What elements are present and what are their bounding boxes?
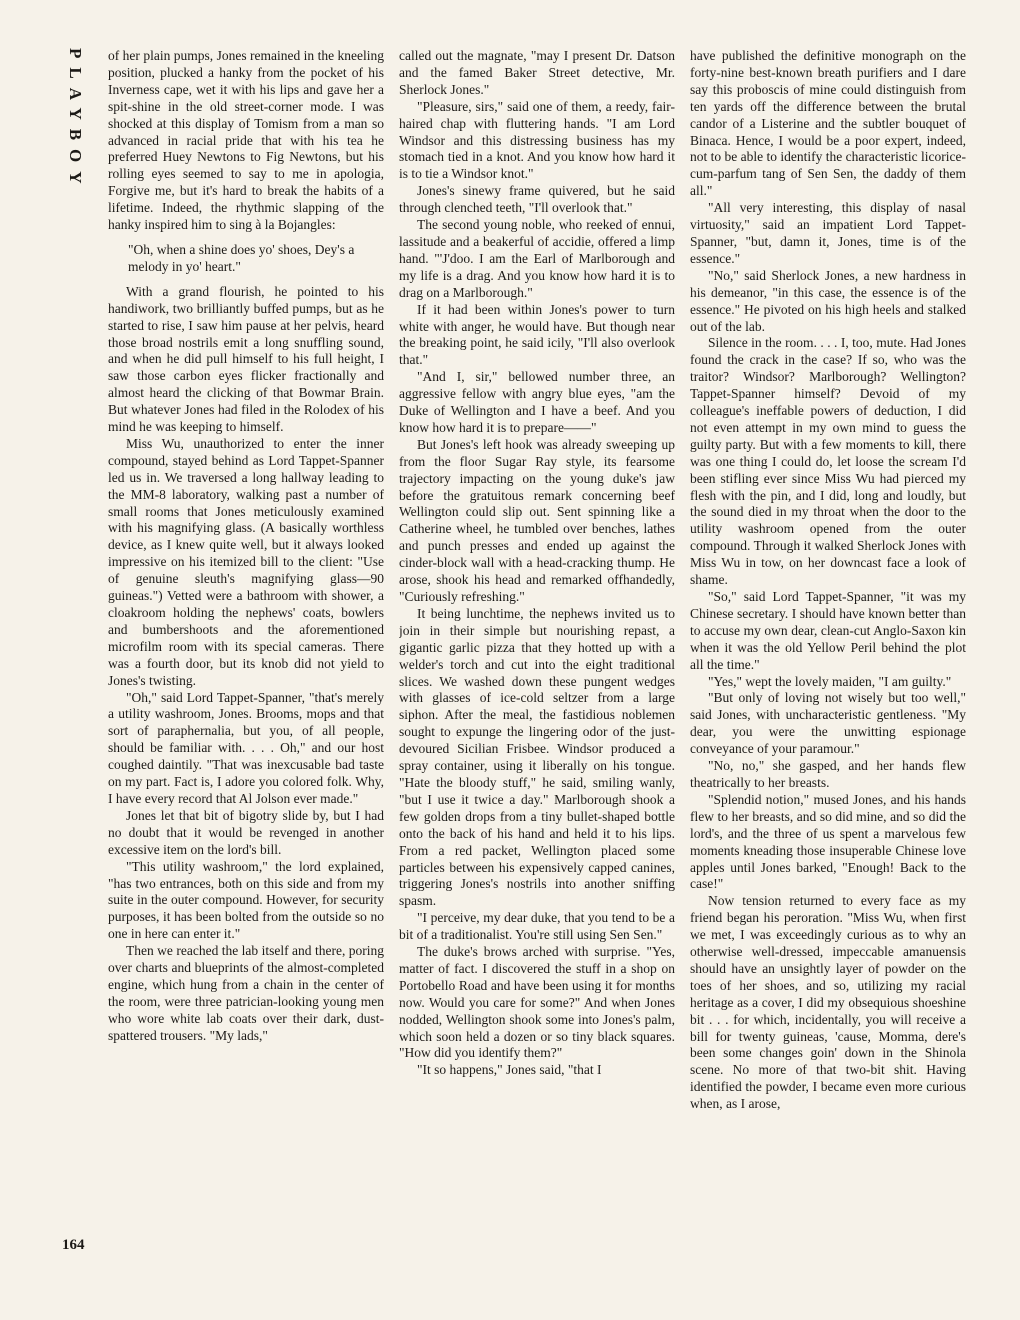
paragraph: "No," said Sherlock Jones, a new hardness in his demeanor, "in this case, the essence is of the essence." He pivoted on his high heels and stalked out of the lab. xyxy=(690,267,966,334)
paragraph: "Pleasure, sirs," said one of them, a reedy, fair-haired chap with fluttering hands. "I am Lord Windsor and this distressing business has my stomach tied in a knot. And you know how hard it is to tie a Windsor knot." xyxy=(399,98,675,182)
paragraph: "It so happens," Jones said, "that I xyxy=(417,1062,602,1078)
page-number: 164 xyxy=(62,1237,85,1253)
paragraph: "Yes," wept the lovely maiden, "I am guilty." xyxy=(708,673,952,689)
paragraph: "And I, sir," bellowed number three, an aggressive fellow with angry blue eyes, "am the Duke of Wellington and I have a beef. And you know how hard it is to prepare——" xyxy=(399,369,675,435)
paragraph: called out the magnate, "may I present Dr. Datson and the famed Baker Street detective, Mr. Sherlock Jones." xyxy=(399,48,675,97)
paragraph: It being lunchtime, the nephews invited us to join in their simple but nourishing repast, a gigantic garlic pizza that they hotted up with a welder's torch and cut into the eight traditional slices. We washed down these pungent wedges with glasses of ice-cold seltzer from a large siphon. After the meal, the fastidious noblemen sought to expunge the lingering odor of the just-devoured Sicilian Frisbee. Windsor produced a spray container, using it liberally on his tongue. "Hate the bloody stuff," he said, smiling wanly, "but I use it twice a day." Marlborough shook a few golden drops from a tiny bullet-shaped bottle onto the back of his hand and held it to his lips. From a red packet, Wellington placed some particles between his expensively capped canines, triggering Jones's nostrils into another sniffing spasm. xyxy=(399,605,675,909)
paragraph: Jones let that bit of bigotry slide by, but I had no doubt that it would be revenged in another excessive item on the lord's bill. xyxy=(108,807,384,857)
paragraph: "Oh, when a shine does yo' shoes, Dey's a melody in yo' heart." xyxy=(128,241,355,274)
paragraph: Jones's sinewy frame quivered, but he said through clenched teeth, "I'll overlook that." xyxy=(399,183,675,216)
paragraph: have published the definitive monograph on the forty-nine best-known breath purifiers and I dare say this proboscis of mine could distinguish from ten yards off the difference between the brutal candor of a Listerine and the subtler bouquet of Binaca. Hence, I would be a poor expert, indeed, not to be able to identify the characteristic licorice-cum-parfum tang of Sen Sen, the daddy of them all." xyxy=(690,48,966,199)
masthead-text: PLAYBOY xyxy=(66,48,85,193)
text-column-1 xyxy=(108,48,384,1258)
text-column-2 xyxy=(399,48,675,1258)
text-column-3 xyxy=(690,48,966,1258)
paragraph: "I perceive, my dear duke, that you tend to be a bit of a traditionalist. You're still using Sen Sen." xyxy=(399,910,675,943)
paragraph: "Splendid notion," mused Jones, and his hands flew to her breasts, and so did mine, and so did the lord's, and the three of us spent a marvelous few moments kneading those insuperable Chinese love apples until Jones barked, "Enough! Back to the case!" xyxy=(690,791,966,892)
paragraph: "All very interesting, this display of nasal virtuosity," said an impatient Lord Tappet-Spanner, "but, damn it, Jones, time is of the essence." xyxy=(690,200,966,266)
paragraph: Silence in the room. . . . I, too, mute. Had Jones found the crack in the case? If so, who was the traitor? Windsor? Marlborough? Wellington? Tappet-Spanner himself? Devoid of my colleague's ineffable powers of deduction, I did not even attempt in my own mind to guess the guilty party. But with a few moments to kill, there was one thing I could do, let loose the scream I'd been stifling ever since Miss Wu had pierced my flesh with the pin, and I did, long and loudly, but the sound died in my throat when the door to the utility washroom opened from the outer compound. Through it walked Sherlock Jones with Miss Wu in tow, on her downcast face a look of shame. xyxy=(690,335,966,588)
paragraph: But Jones's left hook was already sweeping up from the floor Sugar Ray style, its fearsome trajectory impacting on the young duke's jaw before the gratuitous remark concerning beef Wellington could slip out. Sent spinning like a Catherine wheel, he tumbled over benches, lathes and punch presses and ended up against the cinder-block wall with a head-cracking thump. He arose, shook his head and remarked offhandedly, "Curiously refreshing." xyxy=(399,436,675,604)
paragraph: "Oh," said Lord Tappet-Spanner, "that's merely a utility washroom, Jones. Brooms, mops and that sort of paraphernalia, but you, of all people, should be familiar with. . . . Oh," and our host coughed daintily. "That was inexcusable bad taste on my part. Fact is, I adore you colored folk. Why, I have every record that Al Jolson ever made." xyxy=(108,689,384,806)
paragraph: With a grand flourish, he pointed to his handiwork, two brilliantly buffed pumps, but as he started to rise, I saw him pause at her pelvis, heard those broad nostrils emit a long snuffling sound, and when he did pull himself to his full height, I saw those carbon eyes flicker fractionally and almost heard the clicking of that Bowmar Brain. But whatever Jones had filed in the Rolodex of his mind he was keeping to himself. xyxy=(108,283,384,435)
paragraph: Then we reached the lab itself and there, poring over charts and blueprints of the almost-completed engine, which hung from a chain in the center of the room, were three patrician-looking young men who wore white lab coats over their dark, dust-spattered trousers. "My lads," xyxy=(108,943,384,1043)
paragraph: "So," said Lord Tappet-Spanner, "it was my Chinese secretary. I should have known better than to accuse my own dear, clean-cut Anglo-Saxon kin when it was the old Yellow Peril behind the plot all the time." xyxy=(690,589,966,672)
paragraph: Miss Wu, unauthorized to enter the inner compound, stayed behind as Lord Tappet-Spanner led us in. We traversed a long hallway leading to the MM-8 laboratory, walking past a number of small rooms that Jones meticulously examined with his magnifying glass. (A basically worthless device, as I knew quite well, but it always looked impressive on his itemized bill to the client: "Use of genuine sleuth's magnifying glass—90 guineas.") Vetted were a bathroom with shower, a cloakroom holding the nephews' coats, bowlers and bumbershoots and the aforementioned microfilm room with its special cameras. There was a fourth door, but its knob did not yield to Jones's twisting. xyxy=(108,435,384,688)
paragraph: If it had been within Jones's power to turn white with anger, he would have. But though near the breaking point, he said icily, "I'll also overlook that." xyxy=(399,301,675,368)
paragraph: Now tension returned to every face as my friend began his peroration. "Miss Wu, when first we met, I was exceedingly curious as to why an otherwise well-dressed, impeccable amanuensis should have an unsightly layer of powder on the toes of her shoes, and so, utilizing my racial heritage as a cover, I did my obsequious shoeshine bit . . . for which, incidentally, you will receive a bill for twenty guineas, 'cause, Momma, dere's been some changes goin' down in the Shinola scene. No more of that two-bit shit. Having identified the powder, I became even more curious when, as I arose, xyxy=(690,893,966,1112)
paragraph: of her plain pumps, Jones remained in the kneeling position, plucked a hanky from the pocket of his Inverness cape, wet it with his lips and gave her a spit-shine in the old street-corner mode. I was shocked at this display of Tomism from a man so advanced in racial pride that with his tea he preferred Huey Newtons to Fig Newtons, but his rolling eyes seemed to say to me in apologia, Forgive me, but it's hard to break the habits of a lifetime. Indeed, the rhythmic slapping of the hanky inspired him to sing à la Bojangles: xyxy=(108,48,384,233)
paragraph: "This utility washroom," the lord explained, "has two entrances, both on this side and from my suite in the outer compound. However, for security purposes, it has been bolted from the outside so no one in here can enter it." xyxy=(108,858,384,942)
paragraph: "But only of loving not wisely but too well," said Jones, with uncharacteristic gentleness. "My dear, you were the unwitting espionage conveyance of your paramour." xyxy=(690,690,966,757)
paragraph: "No, no," she gasped, and her hands flew theatrically to her breasts. xyxy=(690,758,966,790)
paragraph: The second young noble, who reeked of ennui, lassitude and a beakerful of accidie, offered a limp hand. "'J'doo. I am the Earl of Marlborough and my life is a drag. And you know how hard it is to drag on a Marlborough." xyxy=(399,217,675,300)
magazine-masthead xyxy=(58,48,92,298)
paragraph: The duke's brows arched with surprise. "Yes, matter of fact. I discovered the stuff in a shop on Portobello Road and have been using it for months now. Would you care for some?" And when Jones nodded, Wellington shook some into Jones's palm, which soon held a dozen or so tiny black squares. "How did you identify them?" xyxy=(399,944,675,1061)
